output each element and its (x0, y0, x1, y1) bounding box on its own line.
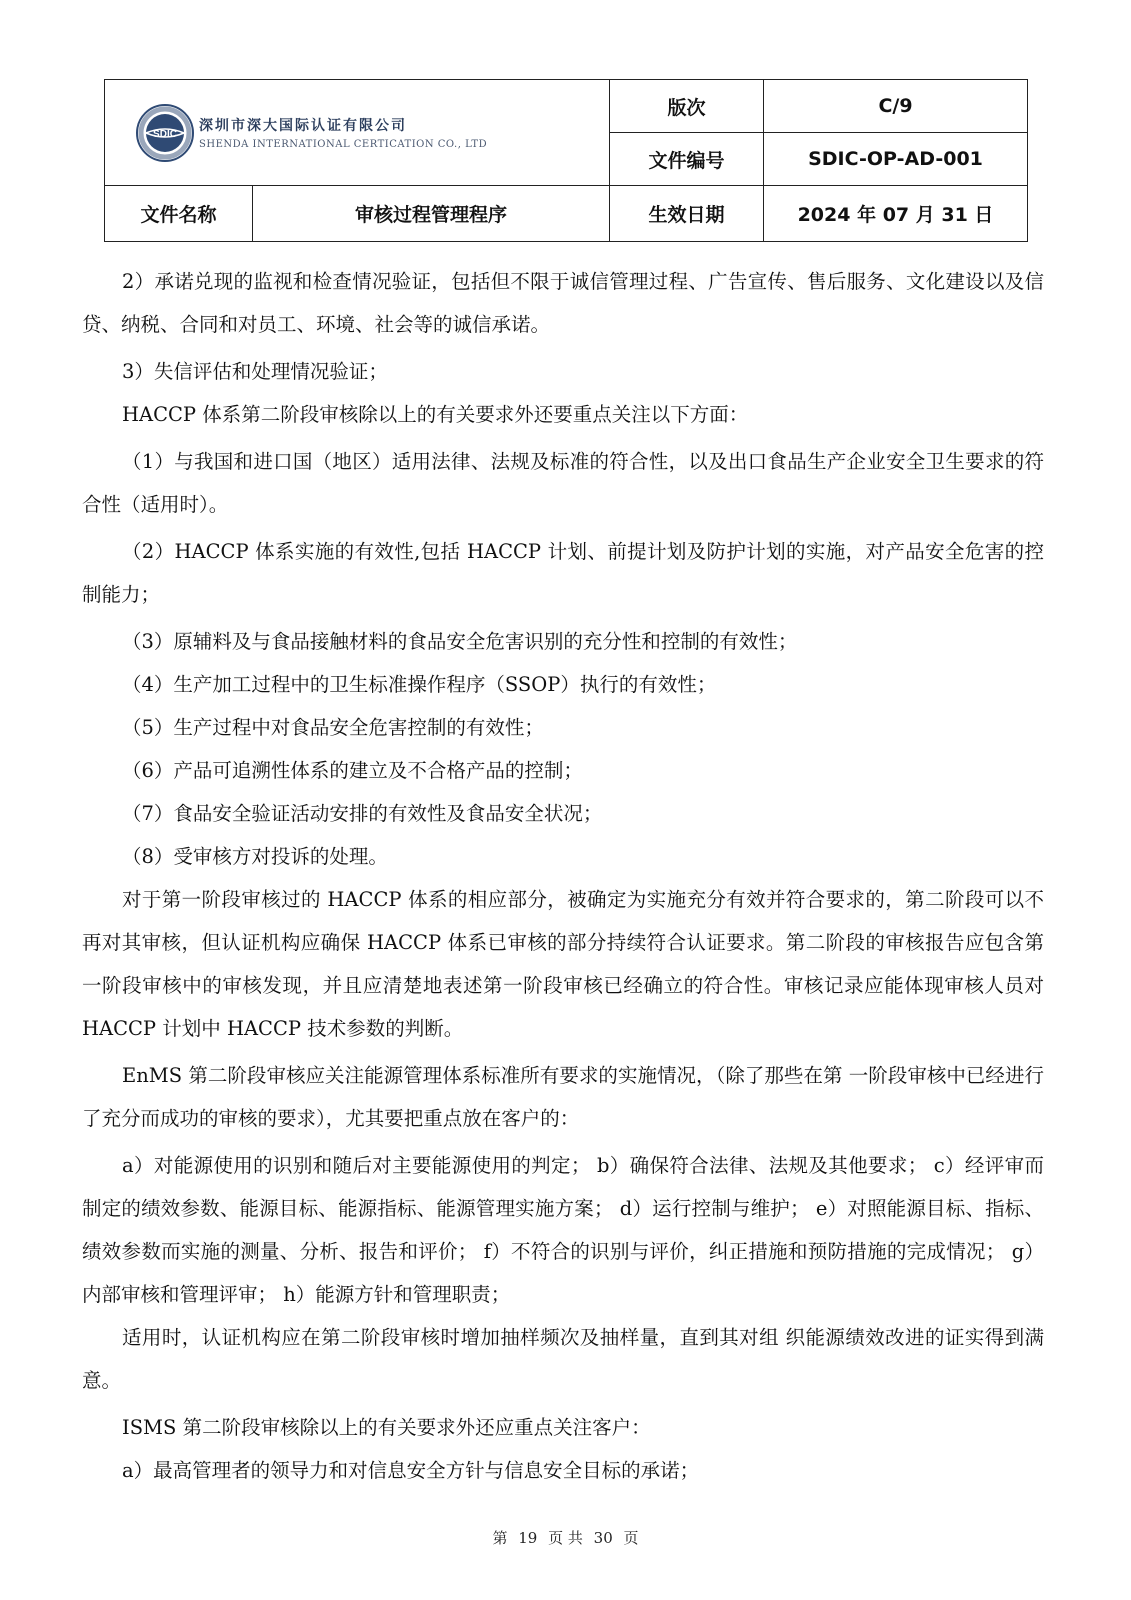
footer-page-number: 19 (518, 1529, 538, 1547)
paragraph: （8）受审核方对投诉的处理。 (122, 845, 388, 868)
docno-value: SDIC-OP-AD-001 (764, 133, 1028, 186)
version-value: C/9 (764, 80, 1028, 133)
paragraph: a）最高管理者的领导力和对信息安全方针与信息安全目标的承诺； (122, 1459, 700, 1482)
docname-value: 审核过程管理程序 (253, 186, 610, 242)
paragraph: （5）生产过程中对食品安全危害控制的有效性； (122, 716, 544, 739)
footer-mid: 页 共 (548, 1529, 583, 1547)
paragraph: a）对能源使用的识别和随后对主要能源使用的判定； b）确保符合法律、法规及其他要求； c）经评审而制定的绩效参数、能源目标、能源指标、能源管理实施方案； d）运行控制与维护； e）对照能源目标、指标、绩效参数而实施的测量、分析、报告和评价； f）不符合的识别与评价，纠正措施和预防措施的完成情况； g）内部审核和管理评审； h）能源方针和管理职责； (82, 1154, 1044, 1306)
company-name-en: SHENDA INTERNATIONAL CERTICATION CO., LTD (199, 139, 488, 150)
footer-total-pages: 30 (593, 1529, 613, 1547)
effective-date-label: 生效日期 (610, 186, 764, 242)
paragraph: 3）失信评估和处理情况验证； (122, 360, 388, 383)
docno-label: 文件编号 (610, 133, 764, 186)
paragraph: （3）原辅料及与食品接触材料的食品安全危害识别的充分性和控制的有效性； (122, 630, 798, 653)
sdic-logo-icon (135, 103, 195, 163)
paragraph: ISMS 第二阶段审核除以上的有关要求外还应重点关注客户： (122, 1416, 651, 1439)
version-label: 版次 (610, 80, 764, 133)
paragraph: HACCP 体系第二阶段审核除以上的有关要求外还要重点关注以下方面： (122, 403, 749, 426)
document-header-table (104, 79, 1028, 242)
paragraph: （7）食品安全验证活动安排的有效性及食品安全状况； (122, 802, 603, 825)
paragraph: 对于第一阶段审核过的 HACCP 体系的相应部分，被确定为实施充分有效并符合要求的，第二阶段可以不再对其审核，但认证机构应确保 HACCP 体系已审核的部分持续符合认证要求。第二阶段的审核报告应包含第一阶段审核中的审核发现，并且应清楚地表述第一阶段审核已经确立的符合性。审核记录应能体现审核人员对 HACCP 计划中 HACCP 技术参数的判断。 (82, 888, 1044, 1040)
paragraph: 2）承诺兑现的监视和检查情况验证，包括但不限于诚信管理过程、广告宣传、售后服务、文化建设以及信贷、纳税、合同和对员工、环境、社会等的诚信承诺。 (82, 270, 1044, 336)
document-body (82, 256, 1044, 1492)
docname-label: 文件名称 (105, 186, 253, 242)
company-logo-cell (105, 80, 610, 186)
paragraph: （4）生产加工过程中的卫生标准操作程序（SSOP）执行的有效性； (122, 673, 717, 696)
paragraph: EnMS 第二阶段审核应关注能源管理体系标准所有要求的实施情况，（除了那些在第 一阶段审核中已经进行了充分而成功的审核的要求），尤其要把重点放在客户的： (82, 1064, 1044, 1130)
paragraph: （1）与我国和进口国（地区）适用法律、法规及标准的符合性，以及出口食品生产企业安全卫生要求的符合性（适用时）。 (82, 450, 1044, 516)
page-footer (0, 1527, 1131, 1548)
paragraph: （6）产品可追溯性体系的建立及不合格产品的控制； (122, 759, 583, 782)
company-name-cn: 深圳市深大国际认证有限公司 (199, 118, 407, 134)
effective-date-value: 2024 年 07 月 31 日 (764, 186, 1028, 242)
logo-text: SDIC (153, 128, 177, 140)
footer-prefix: 第 (492, 1529, 508, 1547)
footer-suffix: 页 (623, 1529, 639, 1547)
paragraph: （2）HACCP 体系实施的有效性,包括 HACCP 计划、前提计划及防护计划的实施，对产品安全危害的控制能力； (82, 540, 1044, 606)
paragraph: 适用时，认证机构应在第二阶段审核时增加抽样频次及抽样量，直到其对组 织能源绩效改进的证实得到满意。 (82, 1326, 1044, 1392)
